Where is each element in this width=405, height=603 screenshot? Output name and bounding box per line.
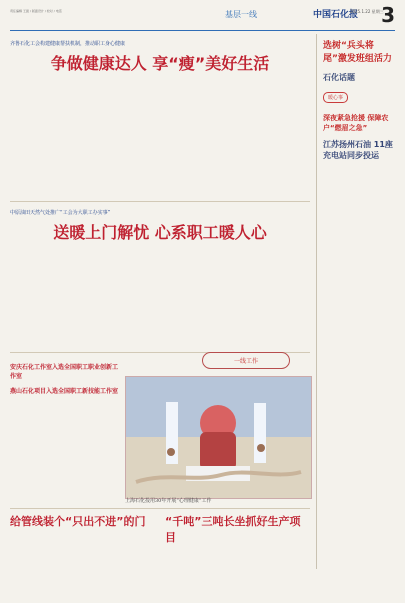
bottom-col-5 <box>254 531 310 603</box>
right-sidebar <box>316 34 397 569</box>
second-kicker: 中原油田天然气处推广“工会为大职工办实事” <box>10 210 111 216</box>
lead-kicker: 齐鲁石化工会构建健康帮扶机制，推动职工身心健康 <box>10 41 126 47</box>
page-meta: 责任编辑 王振 / 版面设计 / 校对 / 电话 <box>10 9 62 13</box>
bottom-left-title: 给管线装个“只出不进”的门 <box>10 515 146 528</box>
side-news-block <box>10 357 118 479</box>
bottom-col-1 <box>10 531 66 603</box>
photo-caption: 上海石化投用30年开展“心理健康”工作 <box>125 498 212 504</box>
second-headline: 送暖上门解忧 心系职工暖人心 <box>53 223 267 242</box>
story-title: 安庆石化工作室入选全国职工职业创新工作室 <box>10 364 119 380</box>
newspaper-masthead: 中国石化报 <box>313 10 359 20</box>
bottom-right-title: “千吨”三吨长坐抓好生产项目 <box>165 515 301 544</box>
bottom-col-4 <box>193 531 249 603</box>
bottom-story-headings <box>10 512 310 544</box>
lead-story-columns <box>10 74 28 194</box>
story-title: 燕山石化项目入选全国职工新技能工作室 <box>10 388 119 395</box>
sidebar-content <box>317 38 397 161</box>
feature-photo <box>125 376 312 499</box>
lead-story-heading <box>10 40 310 73</box>
sidebar-badge: 暖心事 <box>323 92 348 103</box>
bottom-story-columns <box>10 531 310 603</box>
feature-photo-illustration <box>126 377 311 498</box>
second-story-heading <box>10 209 310 249</box>
issue-date: 2025.1.22 星期三 <box>350 9 384 14</box>
sidebar-bottom-title: 江苏扬州石油 11座充电站同步投运 <box>323 140 393 160</box>
section-label: 基层一线 <box>225 10 257 19</box>
sidebar-section-heading: 石化话题 <box>323 73 355 82</box>
section-divider <box>10 201 310 202</box>
sidebar-title: 选树“兵头将尾”激发班组活力 <box>323 41 392 64</box>
sidebar-story-title: 深夜紧急抢援 保障农户“燃眉之急” <box>323 114 389 132</box>
section-divider <box>10 508 310 509</box>
frontline-banner: 一线工作 <box>202 352 290 369</box>
bottom-col-3 <box>132 531 188 603</box>
bottom-col-2 <box>71 531 127 603</box>
lead-headline: 争做健康达人 享“瘦”美好生活 <box>50 54 270 73</box>
page-header <box>10 3 395 31</box>
page-number: 3 <box>381 3 395 27</box>
main-column <box>10 34 310 569</box>
